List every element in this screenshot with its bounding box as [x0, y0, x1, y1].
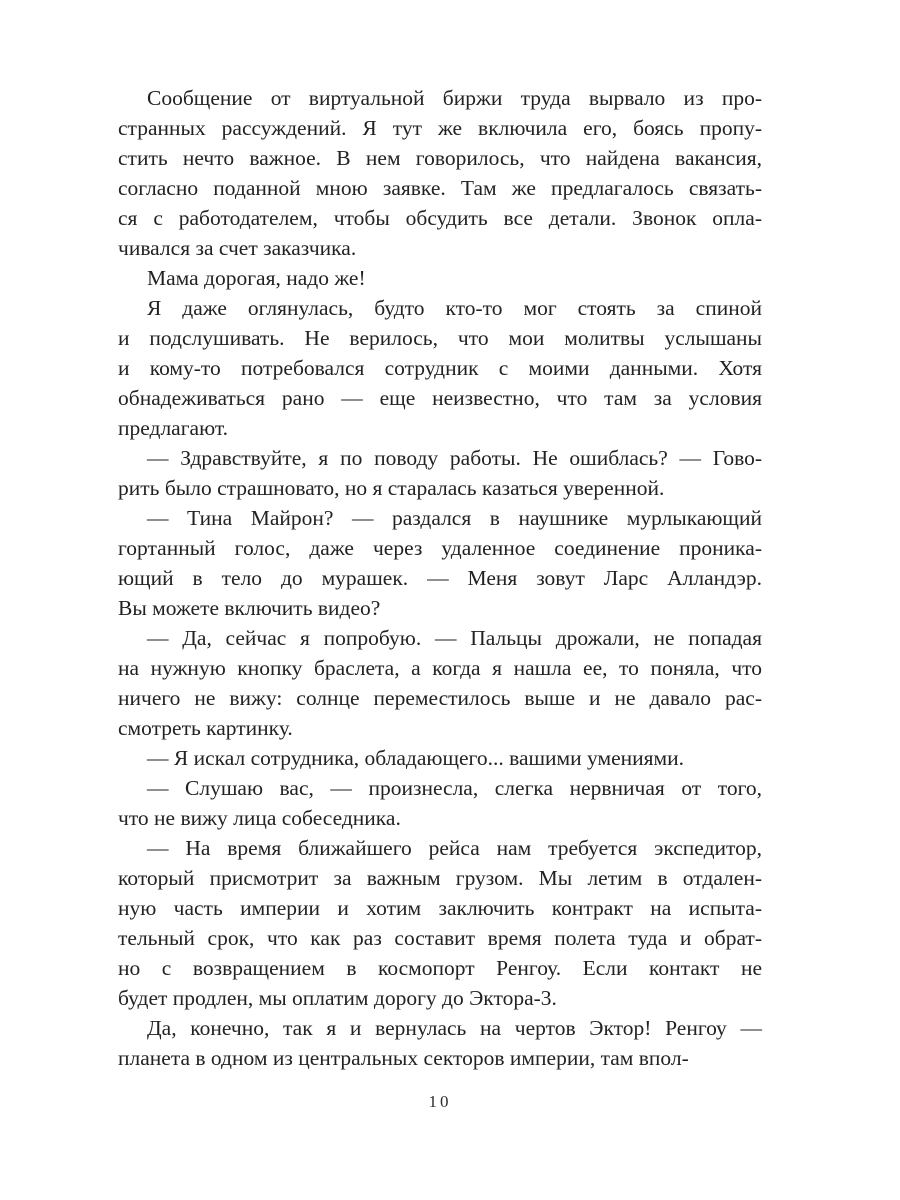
paragraph: [118, 503, 762, 623]
paragraph: [118, 293, 762, 443]
text-line: — Здравствуйте, я по поводу работы. Не ошиблась? — Гово-: [147, 446, 762, 470]
text-line: — На время ближайшего рейса нам требуется экспедитор,: [147, 836, 762, 860]
text-line: ся с работодателем, чтобы обсудить все детали. Звонок опла-: [118, 206, 762, 230]
text-line: обнадеживаться рано — еще неизвестно, что там за условия: [118, 386, 762, 410]
paragraph: [118, 263, 762, 293]
text-line: Мама дорогая, надо же!: [147, 266, 366, 290]
text-line: тельный срок, что как раз составит время полета туда и обрат-: [118, 926, 762, 950]
text-line: чивался за счет заказчика.: [118, 236, 357, 260]
text-line: Сообщение от виртуальной биржи труда вырвало из про-: [147, 86, 762, 110]
paragraph: [118, 83, 762, 263]
text-line: на нужную кнопку браслета, а когда я нашла ее, то поняла, что: [118, 656, 762, 680]
text-line: предлагают.: [118, 416, 229, 440]
text-line: но с возвращением в космопорт Ренгоу. Если контакт не: [118, 956, 762, 980]
text-line: и подслушивать. Не верилось, что мои молитвы услышаны: [118, 326, 762, 350]
text-line: Да, конечно, так я и вернулась на чертов Эктор! Ренгоу —: [147, 1016, 762, 1040]
paragraph: [118, 1013, 762, 1073]
text-line: рить было страшновато, но я старалась казаться уверенной.: [118, 476, 665, 500]
text-line: стить нечто важное. В нем говорилось, что найдена вакансия,: [118, 146, 762, 170]
page-text: [118, 83, 762, 1073]
text-line: гортанный голос, даже через удаленное соединение проника-: [118, 536, 762, 560]
text-line: — Я искал сотрудника, обладающего... вашими умениями.: [147, 746, 685, 770]
paragraph: [118, 833, 762, 1013]
text-line: что не вижу лица собеседника.: [118, 806, 401, 830]
paragraph: [118, 623, 762, 743]
text-line: смотреть картинку.: [118, 716, 293, 740]
paragraph: [118, 773, 762, 833]
text-line: Я даже оглянулась, будто кто-то мог стоять за спиной: [147, 296, 762, 320]
text-line: — Да, сейчас я попробую. — Пальцы дрожали, не попадая: [147, 626, 762, 650]
text-line: странных рассуждений. Я тут же включила его, боясь пропу-: [118, 116, 762, 140]
text-line: Вы можете включить видео?: [118, 596, 381, 620]
page-number: 10: [428, 1092, 452, 1111]
text-line: и кому-то потребовался сотрудник с моими данными. Хотя: [118, 356, 762, 380]
text-line: — Слушаю вас, — произнесла, слегка нервничая от того,: [147, 776, 762, 800]
text-line: планета в одном из центральных секторов империи, там впол-: [118, 1046, 689, 1070]
text-line: ничего не вижу: солнце переместилось выше и не давало рас-: [118, 686, 762, 710]
text-line: который присмотрит за важным грузом. Мы летим в отдален-: [118, 866, 762, 890]
text-line: ную часть империи и хотим заключить контракт на испыта-: [118, 896, 762, 920]
paragraph: [118, 443, 762, 503]
text-line: согласно поданной мною заявке. Там же предлагалось связать-: [118, 176, 762, 200]
text-line: будет продлен, мы оплатим дорогу до Эктора-3.: [118, 986, 557, 1010]
text-line: — Тина Майрон? — раздался в наушнике мурлыкающий: [147, 506, 762, 530]
paragraph: [118, 743, 762, 773]
text-line: ющий в тело до мурашек. — Меня зовут Ларс Алландэр.: [118, 566, 762, 590]
